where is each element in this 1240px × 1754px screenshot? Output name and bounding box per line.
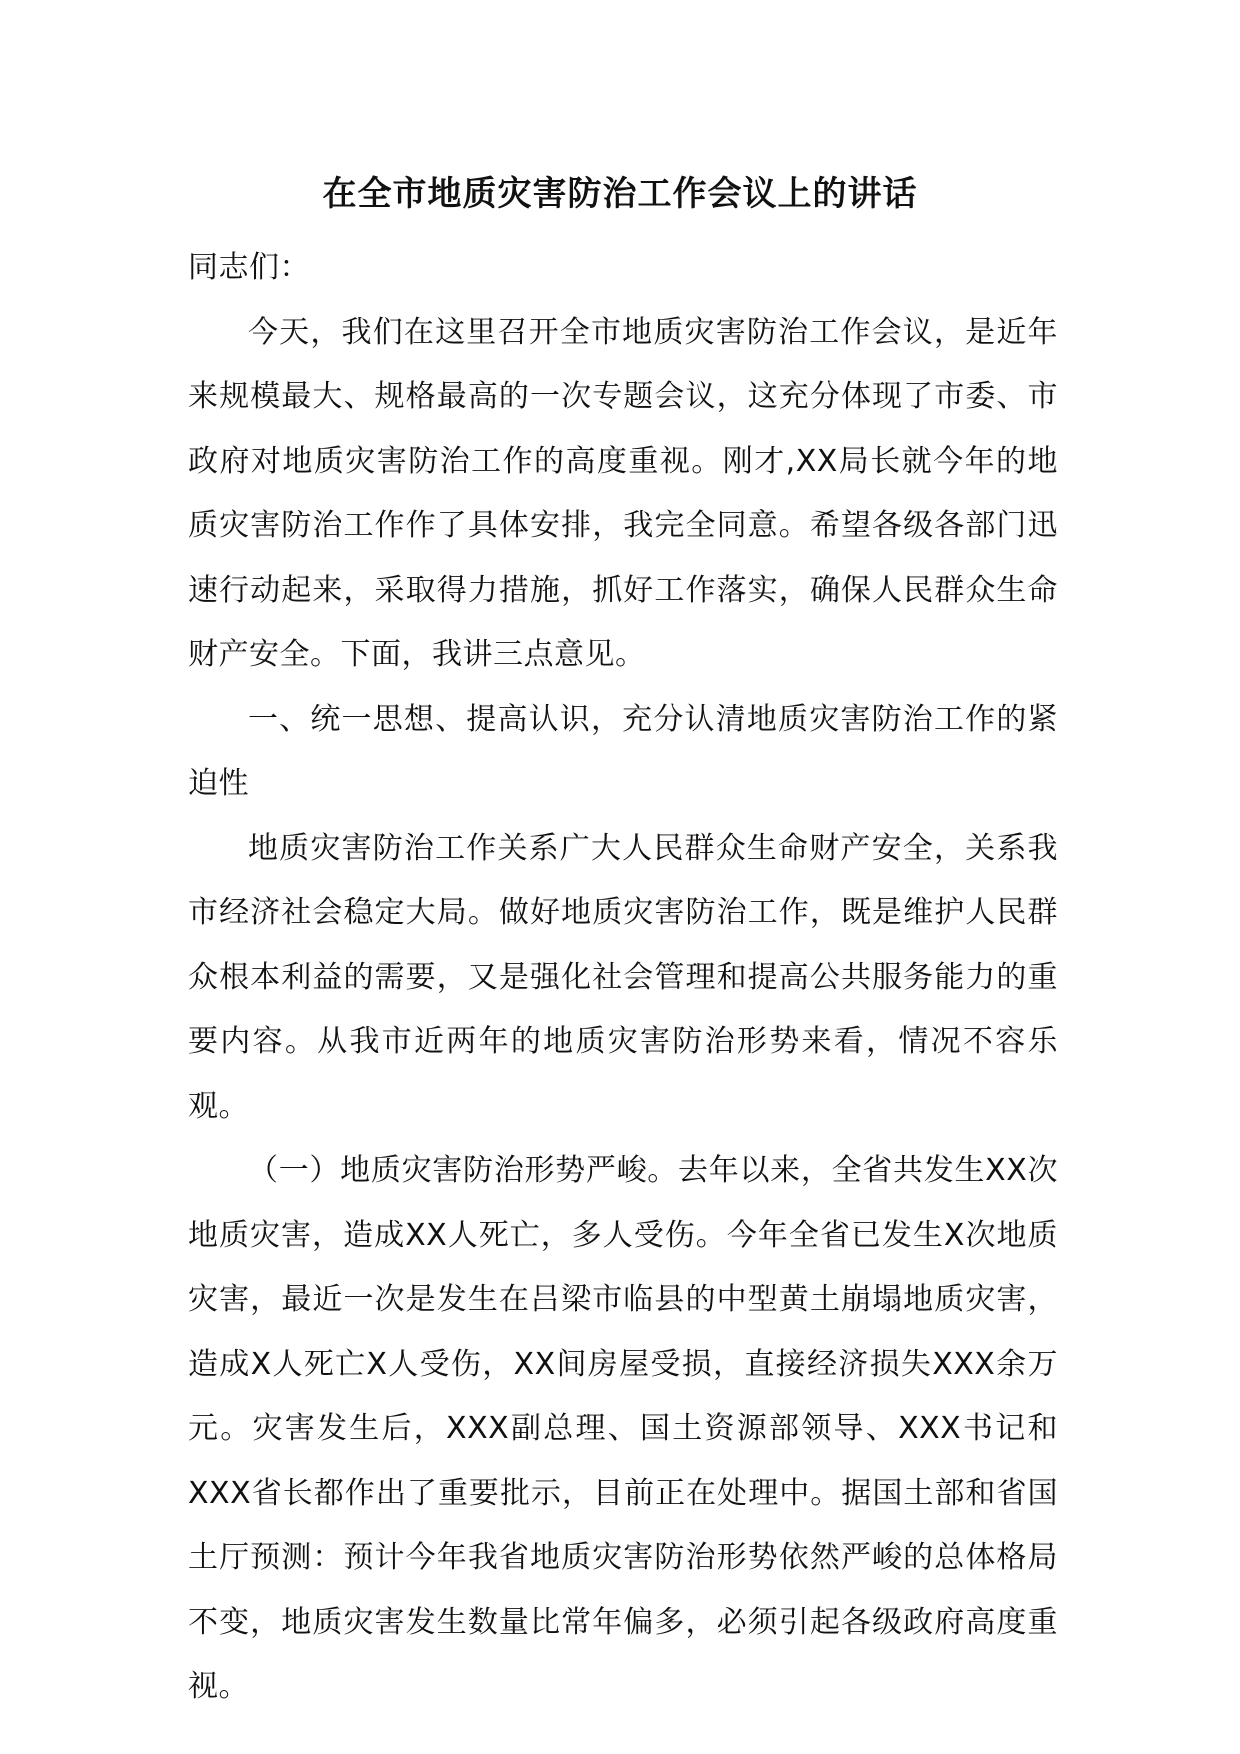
section-heading-1: 一、统一思想、提高认识，充分认清地质灾害防治工作的紧迫性 (188, 701, 1058, 801)
document-title: 在全市地质灾害防治工作会议上的讲话 (322, 174, 918, 214)
paragraph-situation: （一）地质灾害防治形势严峻。去年以来，全省共发生XX次地质灾害，造成XX人死亡，多人受伤。今年全省已发生X次地质灾害，最近一次是发生在吕梁市临县的中型黄土崩塌地质灾害，造成X人死亡X人受伤，XX间房屋受损，直接经济损失XXX余万元。灾害发生后，XXX副总理、国土资源部领导、XXX书记和XXX省长都作出了重要批示，目前正在处理中。据国土部和省国土厅预测：预计今年我省地质灾害防治形势依然严峻的总体格局不变，地质灾害发生数量比常年偏多，必须引起各级政府高度重视。 (188, 1153, 1058, 1704)
paragraph-opening: 今天，我们在这里召开全市地质灾害防治工作会议，是近年来规模最大、规格最高的一次专题会议，这充分体现了市委、市政府对地质灾害防治工作的高度重视。刚才,XX局长就今年的地质灾害防治工作作了具体安排，我完全同意。希望各级各部门迅速行动起来，采取得力措施，抓好工作落实，确保人民群众生命财产安全。下面，我讲三点意见。 (188, 314, 1058, 672)
document-body (188, 236, 1058, 1720)
salutation: 同志们： (188, 250, 310, 285)
paragraph-importance: 地质灾害防治工作关系广大人民群众生命财产安全，关系我市经济社会稳定大局。做好地质灾害防治工作，既是维护人民群众根本利益的需要，又是强化社会管理和提高公共服务能力的重要内容。从我市近两年的地质灾害防治形势来看，情况不容乐观。 (188, 830, 1058, 1124)
